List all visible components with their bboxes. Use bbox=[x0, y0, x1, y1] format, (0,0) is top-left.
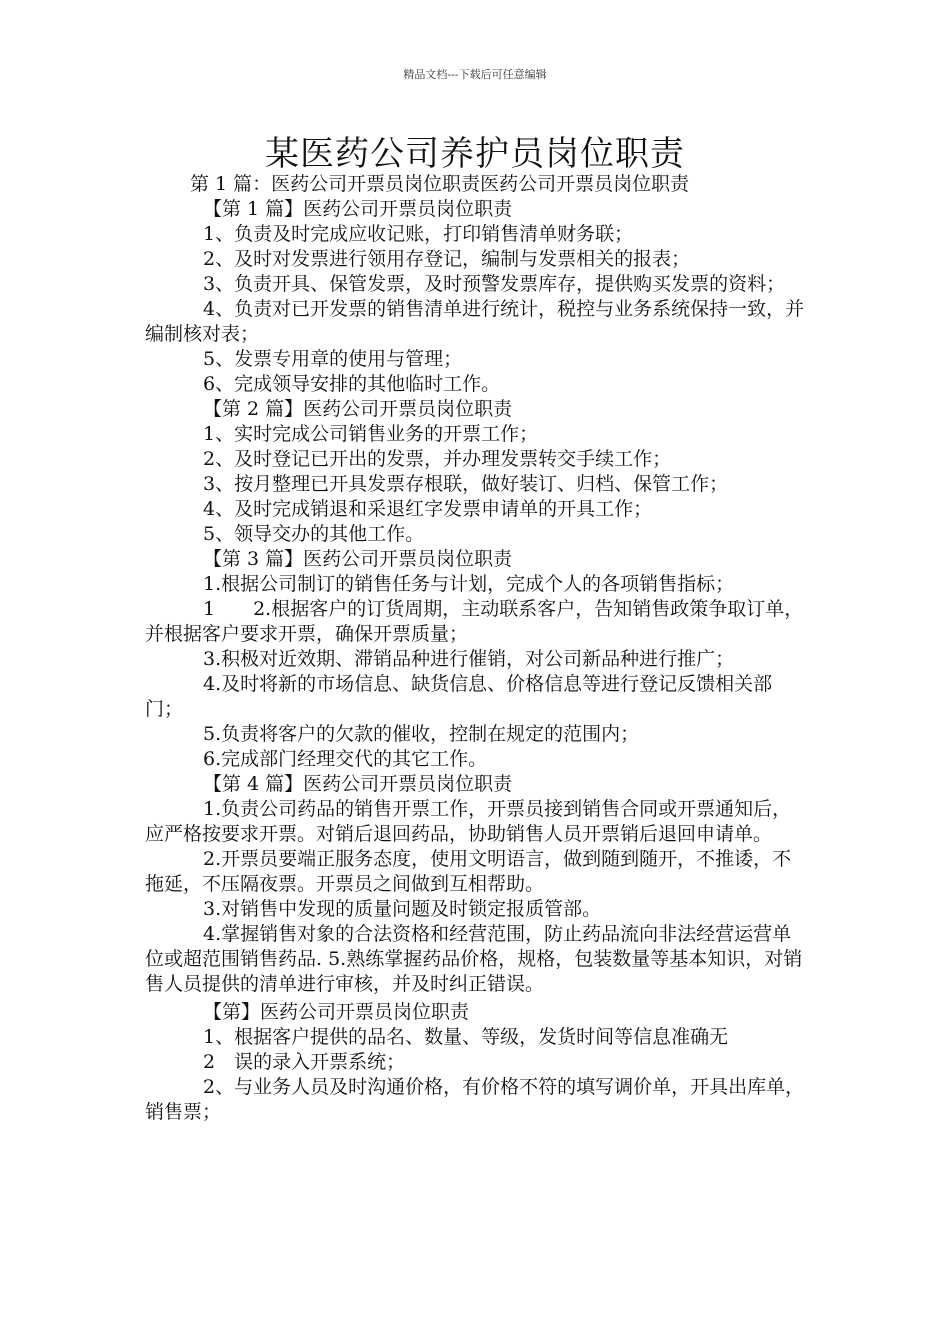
section-4-item: 2.开票员要端正服务态度，使用文明语言，做到随到随开，不推诿，不拖延，不压隔夜票。开票员之间做到互相帮助。 bbox=[145, 848, 792, 895]
section-4-item: 4.掌握销售对象的合法资格和经营范围，防止药品流向非法经营运营单位或超范围销售药品. 5.熟练掌握药品价格，规格，包装数量等基本知识，对销售人员提供的清单进行审核，并及时纠正错误。 bbox=[145, 923, 803, 995]
section-1-item: 1、负责及时完成应收记账，打印销售清单财务联； bbox=[203, 223, 634, 245]
section-3-item: 3.积极对近效期、滞销品种进行催销，对公司新品种进行推广； bbox=[203, 648, 735, 670]
section-4-heading: 【第 4 篇】医药公司开票员岗位职责 bbox=[203, 773, 513, 795]
section-4-item: 3.对销售中发现的质量问题及时锁定报质管部。 bbox=[203, 898, 602, 920]
section-1-heading: 【第 1 篇】医药公司开票员岗位职责 bbox=[203, 198, 513, 220]
section-1-item: 6、完成领导安排的其他临时工作。 bbox=[203, 373, 501, 395]
section-1-item: 4、负责对已开发票的销售清单进行统计，税控与业务系统保持一致，并编制核对表； bbox=[145, 298, 805, 345]
section-1-item: 3、负责开具、保管发票，及时预警发票库存，提供购买发票的资料； bbox=[203, 273, 786, 295]
section-5-heading: 【第】医药公司开票员岗位职责 bbox=[203, 1001, 470, 1023]
section-2-item: 3、按月整理已开具发票存根联，做好装订、归档、保管工作； bbox=[203, 473, 729, 495]
section-2-item: 1、实时完成公司销售业务的开票工作； bbox=[203, 423, 539, 445]
section-4-item: 1.负责公司药品的销售开票工作，开票员接到销售合同或开票通知后，应严格按要求开票。对销后退回药品，协助销售人员开票销后退回申请单。 bbox=[145, 798, 792, 845]
section-5-item: 2、与业务人员及时沟通价格，有价格不符的填写调价单，开具出库单，销售票； bbox=[145, 1076, 805, 1123]
section-3-item: 4.及时将新的市场信息、缺货信息、价格信息等进行登记反馈相关部门； bbox=[145, 673, 773, 720]
section-3-heading: 【第 3 篇】医药公司开票员岗位职责 bbox=[203, 548, 513, 570]
section-3-item: 5.负责将客户的欠款的催收，控制在规定的范围内； bbox=[203, 723, 640, 745]
section-3-item: 6.完成部门经理交代的其它工作。 bbox=[203, 748, 488, 770]
section-2-item: 5、领导交办的其他工作。 bbox=[203, 523, 425, 545]
section-5-item: 2 误的录入开票系统； bbox=[203, 1051, 406, 1073]
section-1-item: 2、及时对发票进行领用存登记，编制与发票相关的报表； bbox=[203, 248, 691, 270]
section-5-item: 1、根据客户提供的品名、数量、等级，发货时间等信息准确无 bbox=[203, 1026, 729, 1048]
section-1-item: 5、发票专用章的使用与管理； bbox=[203, 348, 463, 370]
section-2-item: 2、及时登记已开出的发票，并办理发票转交手续工作； bbox=[203, 448, 672, 470]
document-title: 某医药公司养护员岗位职责 bbox=[265, 134, 685, 174]
document-subtitle: 第 1 篇：医药公司开票员岗位职责医药公司开票员岗位职责 bbox=[190, 173, 690, 195]
document-body bbox=[145, 172, 810, 1125]
section-3-item: 1 2.根据客户的订货周期，主动联系客户，告知销售政策争取订单，并根据客户要求开票，确保开票质量； bbox=[145, 598, 804, 645]
page-header-note: 精品文档---下载后可任意编辑 bbox=[403, 68, 547, 81]
section-3-item: 1.根据公司制订的销售任务与计划，完成个人的各项销售指标； bbox=[203, 573, 735, 595]
section-2-item: 4、及时完成销退和采退红字发票申请单的开具工作； bbox=[203, 498, 653, 520]
section-2-heading: 【第 2 篇】医药公司开票员岗位职责 bbox=[203, 398, 513, 420]
